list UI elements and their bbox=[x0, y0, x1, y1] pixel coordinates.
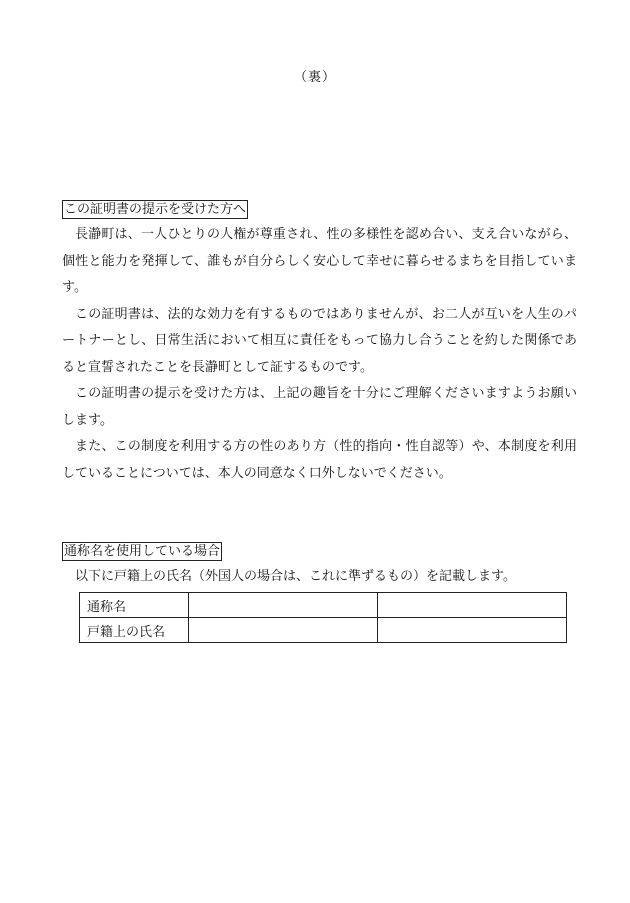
table-row bbox=[80, 593, 567, 618]
table-cell-registered-value-2[interactable] bbox=[378, 618, 567, 643]
section-heading-alias: 通称名を使用している場合 bbox=[64, 544, 221, 559]
table-cell-registered-value-1[interactable] bbox=[189, 618, 378, 643]
section-heading-certificate-notice: この証明書の提示を受けた方へ bbox=[64, 202, 247, 217]
certificate-notice-body bbox=[62, 222, 577, 487]
table-label-alias: 通称名 bbox=[80, 593, 189, 618]
table-cell-alias-value-2[interactable] bbox=[378, 593, 567, 618]
table-cell-alias-value-1[interactable] bbox=[189, 593, 378, 618]
paragraph-privacy-request: また、この制度を利用する方の性のあり方（性的指向・性自認等）や、本制度を利用していることについては、本人の同意なく口外しないでください。 bbox=[62, 439, 577, 481]
name-table bbox=[79, 592, 567, 643]
alias-intro-text: 以下に戸籍上の氏名（外国人の場合は、これに準ずるもの）を記載します。 bbox=[75, 569, 516, 584]
table-label-registered-name: 戸籍上の氏名 bbox=[80, 618, 189, 643]
paragraph-request-understanding: この証明書の提示を受けた方は、上記の趣旨を十分にご理解くださいますようお願いします。 bbox=[62, 386, 577, 428]
table-row bbox=[80, 618, 567, 643]
paragraph-town-vision: 長瀞町は、一人ひとりの人権が尊重され、性の多様性を認め合い、支え合いながら、個性と能力を発揮して、誰もが自分らしく安心して幸せに暮らせるまちを目指しています。 bbox=[62, 227, 577, 295]
paragraph-certificate-purpose: この証明書は、法的な効力を有するものではありませんが、お二人が互いを人生のパートナーとし、日常生活において相互に責任をもって協力し合うことを約した関係であると宣誓されたことを長瀞町として証するものです。 bbox=[62, 306, 577, 375]
page-title: （裏） bbox=[293, 70, 336, 85]
